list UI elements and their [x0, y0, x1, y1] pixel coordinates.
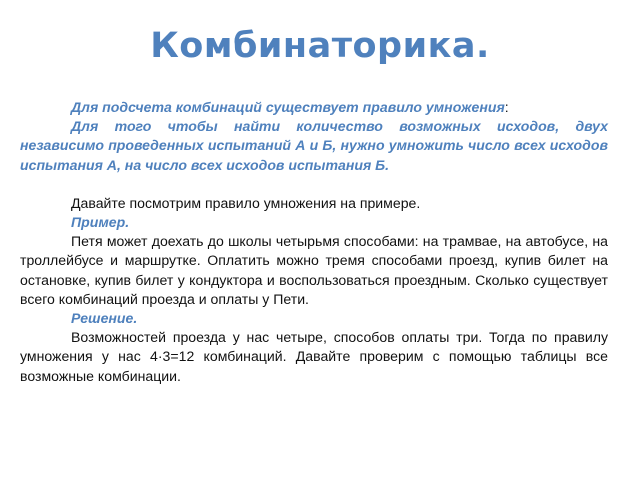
spacer: [20, 175, 608, 194]
slide-title: Комбинаторика.: [150, 26, 490, 66]
lead-in: Давайте посмотрим правило умножения на примере.: [71, 194, 421, 211]
rule-text: Для того чтобы найти количество возможных исходов, двух независимо проведенных испытаний А и Б, нужно умножить число всех исходов испытания А, на число всех исходов испытания Б.: [20, 118, 608, 173]
rule-intro: Для подсчета комбинаций существует правило умножения: [71, 99, 505, 115]
rule-intro-colon: :: [504, 99, 509, 115]
example-label: Пример.: [71, 214, 130, 231]
rule-intro-paragraph: [20, 98, 608, 117]
example-text: Петя может доехать до школы четырьмя способами: на трамвае, на автобусе, на троллейбусе и маршрутке. Оплатить можно тремя способами проезд, купив билет на остановке, купив билет у кондуктора и воспользоваться проездным. Сколько существует всего комбинаций проезда и оплаты у Пети.: [20, 233, 608, 307]
solution-label: Решение.: [71, 310, 138, 327]
solution-text: Возможностей проезда у нас четыре, способов оплаты три. Тогда по правилу умножения у нас 4·3=12 комбинаций. Давайте проверим с помощью таблицы все возможные комбинации.: [20, 329, 608, 384]
slide-body: [20, 98, 608, 386]
